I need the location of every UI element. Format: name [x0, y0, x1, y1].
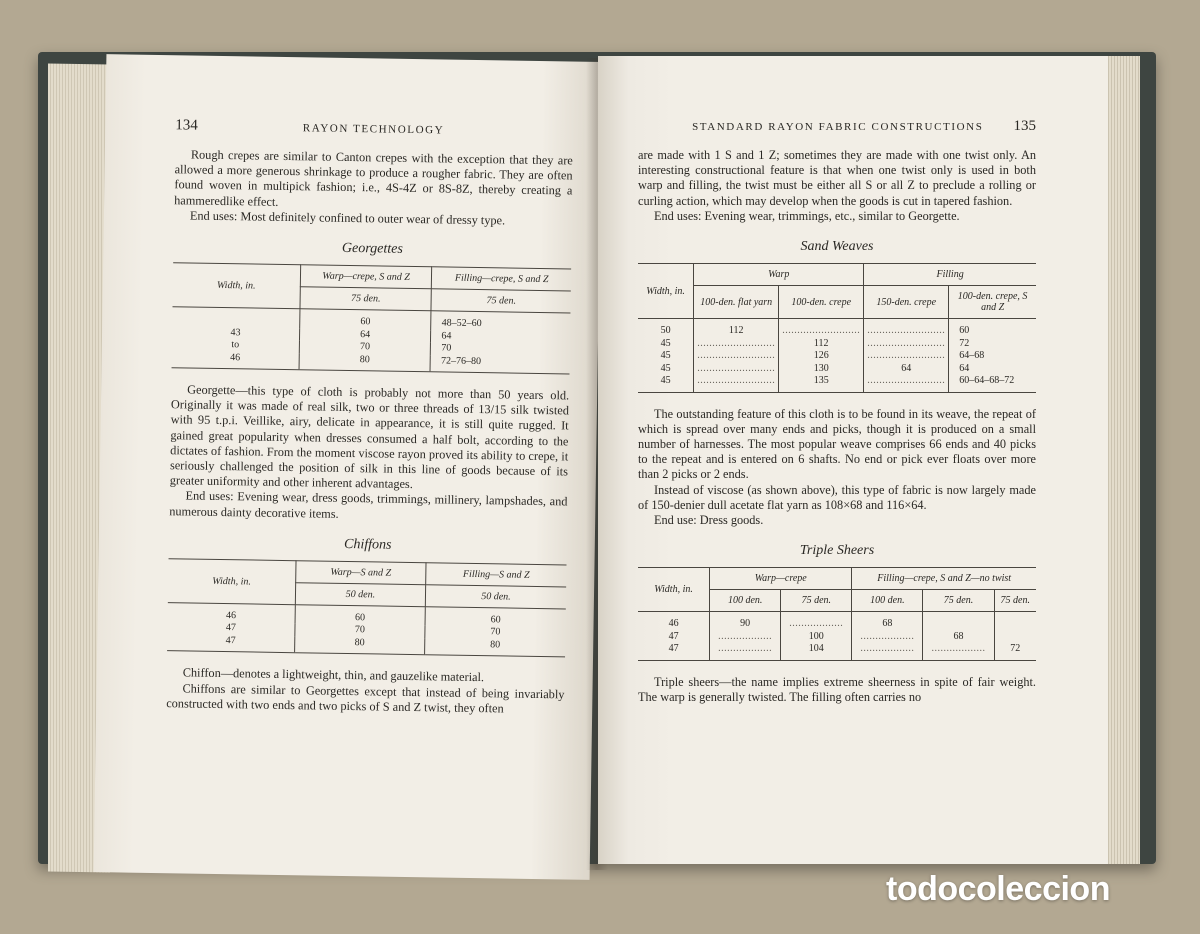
col-warp-75: 75 den. — [781, 590, 852, 612]
leader-dots: .................. — [710, 643, 781, 660]
table-row — [638, 631, 1036, 644]
leader-dots: .......................... — [779, 319, 864, 338]
leader-dots: .................. — [710, 631, 781, 644]
cell: 43 — [230, 326, 241, 338]
cell: 72 — [994, 643, 1036, 660]
col-crepe-150: 150-den. crepe — [864, 286, 949, 319]
paragraph-georgette: Georgette—this type of cloth is probably not more than 50 years old. Originally it was made of real silk, two or three threads of 13/15 silk twisted with 95 t.p.i. Veillike, airy, delicate in appearance, it is still quite rugged. It gained great popularity when dresses consumed a half bolt, according to the dictates of fashion. From the moment viscose rayon proved its ability to crepe, it seriously challenged the position of silk in this line of goods because of its greater uniformity and other inherent advantages. — [169, 382, 570, 492]
running-head — [175, 117, 573, 145]
paragraph-continued: are made with 1 S and 1 Z; sometimes they are made with one twist only. An interesting constructional feature is that when one twist only is used in both warp and filling, the twist must be either all S or all Z to preclude a rolling or curling action, which may develop when the goods is cut in tapered fashion. — [638, 148, 1036, 208]
left-page — [94, 54, 603, 880]
table-row — [638, 363, 1036, 376]
running-head — [638, 118, 1036, 140]
col-warp-100: 100 den. — [710, 590, 781, 612]
leader-dots: .......................... — [694, 338, 779, 351]
leader-dots: .................. — [923, 643, 994, 660]
col-warp: Warp—crepe — [710, 568, 852, 590]
paragraph-sand-weave-acetate: Instead of viscose (as shown above), this type of fabric is now largely made of 150-denier dull acetate flat yarn as 108×68 and 116×64. — [638, 482, 1036, 512]
cell: 45 — [638, 375, 694, 392]
paragraph-rough-crepes: Rough crepes are similar to Canton crepes with the exception that they are allowed a more generous shrinkage to produce a rougher fabric. They are often found woven in multipick fashion; i.e., 4S-4Z or 8S-8Z, thereby creating a hammeredlike effect. — [174, 147, 573, 209]
running-title: STANDARD RAYON FABRIC CONSTRUCTIONS — [692, 121, 984, 133]
page-number: 135 — [1013, 118, 1036, 134]
table-row — [638, 612, 1036, 631]
table-row — [638, 319, 1036, 338]
col-filling: Filling—S and Z — [426, 563, 567, 587]
col-warp: Warp—S and Z — [296, 561, 426, 585]
col-warp: Warp—crepe, S and Z — [300, 265, 432, 289]
cell: 112 — [694, 319, 779, 338]
table-row — [638, 643, 1036, 660]
cell: 64 — [431, 330, 570, 345]
cell: 45 — [660, 350, 671, 362]
cell: 60–64–68–72 — [949, 375, 1036, 392]
table-row — [638, 338, 1036, 351]
col-filling-75a: 75 den. — [923, 590, 994, 612]
col-warp-den: 75 den. — [300, 287, 432, 311]
running-title: RAYON TECHNOLOGY — [302, 122, 445, 137]
col-width: Width, in. — [168, 559, 296, 605]
right-page — [598, 56, 1108, 864]
section-title-sand-weaves: Sand Weaves — [800, 239, 874, 255]
col-filling-75b: 75 den. — [994, 590, 1036, 612]
paragraph-chiffon-similar: Chiffons are similar to Georgettes except that instead of being invariably constructed with two ends and two picks of S and Z twist, they often — [166, 680, 565, 716]
section-title-triple-sheers: Triple Sheers — [799, 543, 875, 559]
section-title-chiffons: Chiffons — [343, 536, 392, 553]
cell: 135 — [779, 375, 864, 392]
cell: 80 — [294, 636, 424, 655]
leader-dots: .......................... — [864, 375, 949, 392]
table-row — [638, 375, 1036, 392]
leader-dots: .................. — [781, 612, 852, 631]
cell: 70 — [425, 626, 566, 641]
cell: 100 — [781, 631, 852, 644]
leader-dots: .......................... — [694, 363, 779, 376]
cell: 80 — [425, 638, 566, 657]
leader-dots: .......................... — [864, 319, 949, 338]
cell: 64–68 — [949, 350, 1036, 363]
cell: 60 — [295, 605, 425, 626]
cell: 72 — [949, 338, 1036, 351]
col-warp: Warp — [694, 264, 864, 286]
paragraph-end-uses: End uses: Most definitely confined to outer wear of dressy type. — [189, 208, 506, 228]
sand-weaves-table — [638, 263, 1036, 393]
cell: 60 — [425, 607, 566, 628]
cell: 64 — [949, 363, 1036, 376]
col-filling-den: 75 den. — [431, 289, 570, 313]
cell: 70 — [299, 340, 431, 355]
cell: 64 — [864, 363, 949, 376]
col-warp-den: 50 den. — [295, 583, 425, 607]
cell: 68 — [923, 631, 994, 644]
col-crepe-s-z: 100-den. crepe, S and Z — [949, 286, 1036, 319]
cell: 50 — [660, 325, 671, 337]
cell: 80 — [299, 353, 431, 372]
col-filling: Filling—crepe, S and Z—no twist — [852, 568, 1036, 590]
cell: 72–76–80 — [430, 355, 569, 374]
cell: 126 — [779, 350, 864, 363]
table-row — [638, 350, 1036, 363]
col-filling-100: 100 den. — [852, 590, 923, 612]
paragraph-georgette-end-uses: End uses: Evening wear, dress goods, trimmings, millinery, lampshades, and numerous dainty decorative items. — [169, 488, 568, 521]
cell: 60 — [300, 309, 432, 330]
cell: 45 — [660, 337, 671, 349]
cell: 47 — [225, 622, 236, 634]
cell: to — [231, 339, 240, 351]
cell: 46 — [225, 609, 237, 622]
cell: 64 — [299, 328, 431, 343]
leader-dots: .................. — [852, 643, 923, 660]
cell: 46 — [668, 618, 679, 630]
col-filling: Filling—crepe, S and Z — [432, 267, 571, 291]
col-width: Width, in. — [172, 263, 300, 309]
leader-dots: .......................... — [864, 350, 949, 363]
leader-dots: .......................... — [694, 350, 779, 363]
page-number: 134 — [175, 117, 198, 134]
triple-sheers-table — [638, 567, 1036, 661]
cell: 112 — [779, 338, 864, 351]
cell: 45 — [660, 362, 671, 374]
cell — [172, 307, 300, 328]
paragraph-sand-weave-feature: The outstanding feature of this cloth is to be found in its weave, the repeat of which is spread over many ends and picks, though it is produced on a small number of harnesses. The most popular weave comprises 66 ends and 40 picks to the repeat and is entered on 6 shafts. No end or pick ever floats over more than 2 picks or 2 ends. — [638, 406, 1036, 482]
col-width: Width, in. — [638, 568, 710, 612]
leader-dots: .................. — [852, 631, 923, 644]
cell: 47 — [668, 630, 679, 642]
cell: 47 — [638, 643, 710, 660]
watermark-logo: todocoleccion — [886, 870, 1110, 908]
col-crepe-100: 100-den. crepe — [779, 286, 864, 319]
cell: 68 — [852, 612, 923, 631]
cell: 46 — [172, 351, 300, 370]
cell: 70 — [295, 624, 425, 639]
cell: 90 — [710, 612, 781, 631]
cell: 47 — [167, 634, 295, 653]
georgettes-table — [172, 262, 572, 374]
section-title-georgettes: Georgettes — [341, 240, 403, 257]
cell: 130 — [779, 363, 864, 376]
chiffons-table — [167, 558, 566, 658]
paragraph-end-uses: End uses: Evening wear, trimmings, etc., similar to Georgette. — [654, 208, 960, 223]
paragraph-triple-sheers: Triple sheers—the name implies extreme sheerness in spite of fair weight. The warp is generally twisted. The filling often carries no — [638, 674, 1036, 704]
col-filling: Filling — [864, 264, 1036, 286]
paragraph-sand-end-use: End use: Dress goods. — [654, 512, 764, 527]
cell: 48–52–60 — [431, 311, 570, 332]
cell: 70 — [431, 342, 570, 357]
cell: 60 — [949, 319, 1036, 338]
leader-dots: .......................... — [694, 375, 779, 392]
col-width: Width, in. — [638, 264, 694, 319]
paragraph-chiffon-definition: Chiffon—denotes a lightweight, thin, and gauzelike material. — [182, 665, 485, 685]
col-filling-den: 50 den. — [425, 585, 566, 609]
leader-dots: .......................... — [864, 338, 949, 351]
col-flat-yarn: 100-den. flat yarn — [694, 286, 779, 319]
cell: 104 — [781, 643, 852, 660]
